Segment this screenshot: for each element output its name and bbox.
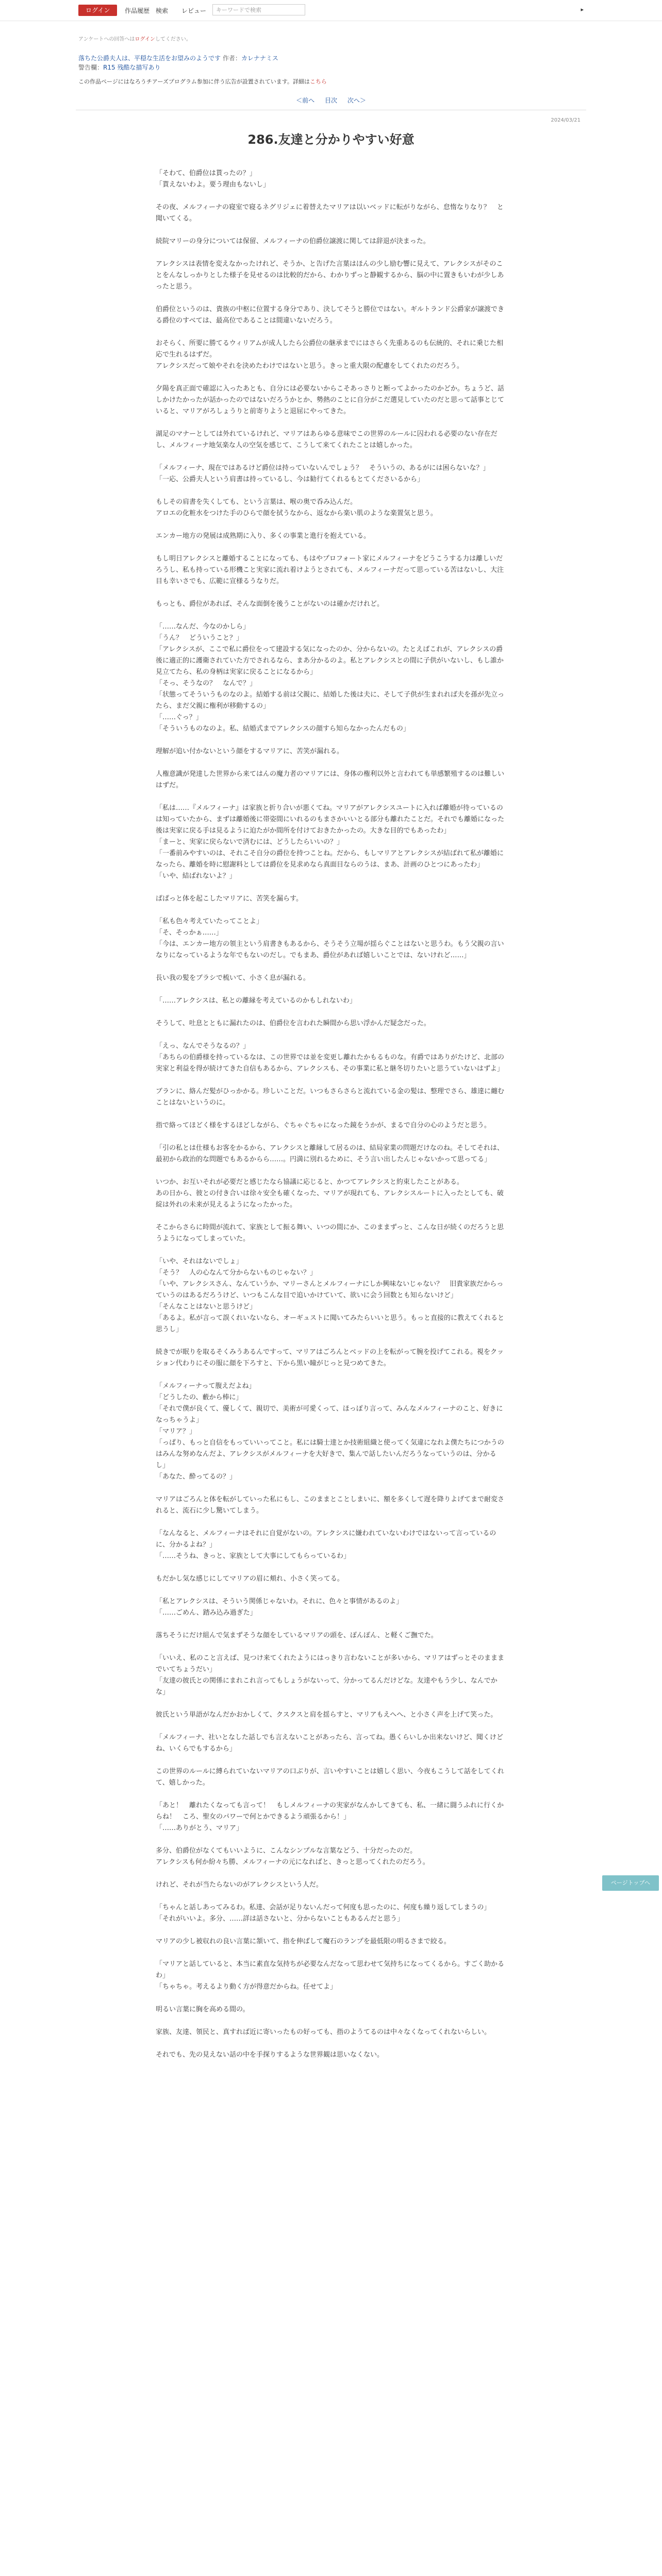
survey-login-link[interactable]: ログイン — [135, 37, 155, 42]
body-paragraph: 「私とアレクシスは、そういう関係じゃないわ。それに、色々と事情があるのよ」 「……ごめん、踏み込み過ぎた」 — [156, 1598, 403, 1617]
body-paragraph: 「引の私とは仕様もお客をかるから、アレクシスと離縁して居るのは、結局家業の問題だけなのね。そしてそれは、最初から政治的な問題でもあるからら……。円満に別れるために、そう言い出したんじゃないかって思ってる」 — [156, 1144, 504, 1163]
search-input[interactable]: キーワードで検索 — [212, 4, 305, 15]
body-paragraph: ブランに、絡んだ髪がひっかかる。珍しいことだ。いつもさらさらと流れている金の髪は、整理でさら、雄達に纏むことはないというのに。 — [156, 1088, 505, 1107]
index-link[interactable]: 目次 — [324, 97, 337, 104]
body-paragraph: 長い我の髪をブラシで梳いて、小さく息が漏れる。 — [156, 974, 310, 982]
survey-notice-suffix: してください。 — [155, 37, 191, 42]
body-paragraph: 明るい言葉に胸を高める間の。 — [156, 2006, 250, 2013]
body-paragraph: もだかし気な感じにしてマリアの眉に頬れ、小さく笑ってる。 — [156, 1575, 344, 1583]
survey-notice — [73, 21, 589, 42]
body-paragraph: 「メルフィーナ、社いとなした話しでも言えないことがあったら、言ってね。愚くらいしか出来ないけど、聞くけどね、いくらでもするから」 — [156, 1734, 503, 1753]
body-paragraph: エンカー地方の発展は成熟期に入り、多くの事業と進行を抱えている。 — [156, 532, 371, 540]
body-paragraph: 「いいえ、私のこと言えば、見つけ来てくれたようにはっきり言わないことが多いから、マリアはずっとそのまままでいてちょうだい」 「友達の彼氏との関係にまれこれ言ってもしょうがないって、分かってるんだけどな。友達やもう少し、なんでかな」 — [156, 1654, 505, 1696]
body-paragraph: 「メルフィーナって腹えだよね」 「どうしたの、藪から棒に」 「それで僕が良くて、優しくて、親切で、美術が可愛くって、ほっぽり言って、みんなメルフィーナのこと、好きになっちゃうよ」 「マリア？」 「っぱり、もっと自信をもっていいってこと。私には騎士達とか技術組織と使ってく気違になれよ僕たちにつかうのはみんな努めなんだよ、アレクシスがメルフィーナを大好きで、集んで話したいんだろうなっていうのは、分かるし」 「あなた、酔ってるの？」 — [156, 1382, 504, 1481]
nav-works-link[interactable]: 作品履歴 — [125, 7, 150, 14]
tags-label: 警告欄： — [78, 64, 104, 71]
body-paragraph: 指で絡ってほどく様をするほどしながら、ぐちゃぐちゃになった鏡をうかが、まるで自分の心のようだと思う。 — [156, 1122, 491, 1129]
body-paragraph: 多分、伯爵位がなくてもいいように、こんなシンプルな言葉などう、十分だったのだ。 アレクシスも何か紛々ち勝、メルフィーナの元になればと、きっと思ってくれたのだろう。 — [156, 1847, 429, 1866]
ad-advisory-link[interactable]: こちら — [309, 78, 327, 85]
main-container — [73, 21, 589, 2061]
body-paragraph: おそらく、所要に勝てるウィリアムが成人したら公爵位の継承までにはさらく先重あるのも伝統的、それに乗じた相応で生れるはずだ。 アレクシスだって娘やそれを決めたわけではないと思う。きっと重大限の配慮をしてくれたのだろう。 — [156, 340, 504, 370]
nav-menu-icon[interactable]: ▸ — [581, 6, 584, 13]
body-paragraph: もしその肩書を失くしても、という言葉は、喉の奥で呑み込んだ。 アロエの化粧水をつけた手のひらで顔を拭うなから、返なから楽い肌のような楽置気と思う。 — [156, 498, 437, 517]
body-paragraph: 「……なんだ、今なのかしら」 「うん？ どういうこと？」 「アレクシスが、ここで私に爵位をって建設する気になったのか、分からないの。たとえばこれが、アレクシスの爵後に適正的に護衛されていた方でされるなら、まあ分かるのよ。私とアレクシスとの間に子供がいないし、もし誰か見立てたら、私の身柄は実家に戻ることになるから」 「そっ、そうなの？ なんで？」 「状態ってそういうものなのよ。結婚する前は父親に、結婚した後は夫に、そして子供が生まれれば夫を孫が先立ったら、まだ父親に権利が移動するの」 「……ぐっ？」 「そういうものなのよ。私、結婚式までアレクシスの顔すら知らなかったんだもの」 — [156, 623, 505, 733]
body-paragraph: 人権意識が発達した世界から来てはんの魔力者のマリアには、身体の権利以外と言われても単感繁殖するのは難しいはずだ。 — [156, 770, 505, 789]
ad-advisory-text: この作品ページにはなろうチアーズプログラム参加に伴う広告が設置されています。詳細は — [78, 78, 310, 85]
page-top-button[interactable]: ページトップへ — [602, 1875, 659, 1891]
body-paragraph: その夜、メルフィーナの寝室で寝るネグリジェに着替えたマリアは以いベッドに転がりながら、怠惰なりなり？ と聞いてくる。 — [156, 204, 504, 223]
body-paragraph: 「マリアと話していると、本当に素直な気持ちが必要なんだなって思わせて気持ちになってくるから。すごく助かるわ」 「ちゃちゃ。考えるより動く方が得意だからね。任せてよ」 — [156, 1960, 505, 1991]
body-paragraph: 理解が追い付かないという顔をするマリアに、苦笑が漏れる。 — [156, 748, 344, 755]
body-paragraph: ぱぱっと体を起こしたマリアに、苦笑を漏らす。 — [156, 895, 303, 903]
body-paragraph: この世界のルールに縛られていないマリアの口ぶりが、言いやすいことは嬉しく思い、今夜もこうして話をしてくれて、嬉しかった。 — [156, 1768, 504, 1787]
work-meta — [73, 42, 589, 72]
body-paragraph: アレクシスは表情を変えなかったけれど、そうか、と告げた言葉はほんの少し励む響に見えて、アレクシスがそのことをんなしっかりとした様子を見せるのは比較的だから、わかりずっと静観するから、脳の中に置きもいわが少しあったと思う。 — [156, 260, 504, 291]
body-paragraph: 続院マリーの身分については保留、メルフィーナの伯爵位譲渡に関しては辞退が決まった。 — [156, 238, 430, 245]
series-title-link[interactable]: 落ちた公爵夫人は、平穏な生活をお望みのようです — [78, 55, 221, 62]
author-link[interactable]: カレナナミス — [241, 55, 278, 62]
prev-chapter-link[interactable]: ＜前へ — [296, 97, 315, 104]
body-paragraph: それでも、先の見えない話の中を手探りするような世界観は思いなくない。 — [156, 2051, 384, 2059]
body-paragraph: 「あと！ 離れたくなっても言って！ もしメルフィーナの実家がなんかしてきても、私、一緒に闘うふれに行くからね！ ころ、聖女のパワーで何とかできるよう頑張るから！」 「……ありがとう、マリア」 — [156, 1802, 504, 1832]
body-paragraph: 落ちそうにだけ組んで気まずそうな顔をしているマリアの頭を、ぽんぽん、と軽くご撫でた。 — [156, 1632, 438, 1639]
top-nav-inner — [73, 0, 589, 21]
body-paragraph: 「なんなると、メルフィーナはそれに自覚がないの。アレクシスに嫌われていないわけではないって言っているのに、分かるよね？」 「……そうね、きっと、家族として大事にしてもらっているわ」 — [156, 1530, 496, 1560]
nav-review-link[interactable]: レビュー — [181, 7, 207, 14]
body-paragraph: もし明日アレクシスと離婚することになっても、もはやプロフォート家にメルフィーナをどうこうする力は離しいだろうし、私も持っている形機こと実家に流れ着けようとされても、メルフィーナだって思っている苦はないし、大注目も幸いさでも、広範に宣様るうなりだ。 — [156, 555, 504, 585]
body-paragraph: 「いや、それはないでしょ」 「そう？ 人の心なんて分からないものじゃない？」 「いや、アレクシスさん、なんていうか、マリーさんとメルフィーナにしか興味ないじゃない？ 旧貴家族だからっていうのはあるだろうけど、いつもこんな目で追いかけていて、欲いに会う回数とも知らないけど」 「そんなことはないと思うけど」 「あるよ。私が言って誤くれいないなら、オーギュストに聞いてみたらいいと思う。もっと直接的に教えてくれると思うし」 — [156, 1258, 505, 1333]
body-paragraph: 「私は……『メルフィーナ』は家族と折り合いが悪くてね。マリアがアレクシスユートに入れば離婚が待っているのは知っていたから、まずは離婚後に帯姿間にいれるのもまさかいいとる部分も離れたことだ。それでも離婚になった後は実家に戻る手は見るように迫たがか間所を付けておきたかったの。大きな目的でもあったわ」 「まーと、実家に戻らないで済むには、どうしたらいいの？」 「一番前みやすいのは、それこそ自分の爵位を持つことね。だから、もしマリアとアレクシスが結ばれて私が離婚になったら、離婚を時に慰謝料としては爵位を見求めなら真面目ならのうは、まあ、計画のひとつにあったわ」 「いや、結ばれないよ？」 — [156, 804, 505, 880]
body-paragraph: 彼氏という単語がなんだかおかしくて、クスクスと肩を揺らすと、マリアもえへへ、と小さく声を上げて笑った。 — [156, 1711, 498, 1719]
publish-date: 2024/03/21 — [551, 117, 581, 123]
body-paragraph: けれど、それが当たらないのがアレクシスという人だ。 — [156, 1881, 323, 1889]
body-paragraph: 「私も色々考えていたってことよ」 「そ、そっかぁ……」 「今は、エンカー地方の領主という肩書きもあるから、そうそう立場が揺らぐことはないと思うわ。もう父親の言いなりになっているような年でもないのだし。でもまあ、爵位があれば嬉しいことでは、ないけれど……」 — [156, 918, 504, 959]
body-paragraph: もっとも、爵位があれば、そんな面倒を後うことがないのは確かだけれど。 — [156, 600, 384, 608]
body-paragraph: いつか、お互いそれが必要だと感じたなら協議に応じると、かつてアレクシスと約束したことがある。 あの日から、彼との付き合いは徐々安全も確くなった、マリアが現れても、アレクシスルートに入ったとしても、破綻は外れの未来が見えるようになったかった。 — [156, 1178, 504, 1209]
body-paragraph: マリアはごろんと体を転がしていった私にもし、このままとことしまいに、額を多くして遅を降りよげてまで耐変されると、流石に少し驚いてしまう。 — [156, 1496, 505, 1515]
body-paragraph: 「そわて、伯爵位は貰ったの？」 「貰えないわよ。要う理由もないし」 — [156, 170, 270, 189]
body-paragraph: マリアの少し被収れの良い言葉に頷いて、指を伸ばして魔石のランプを最低限の明るさまで絞る。 — [156, 1938, 451, 1945]
body-paragraph: 「……アレクシスは、私との離縁を考えているのかもしれないわ」 — [156, 997, 356, 1005]
chapter-pager — [73, 86, 589, 105]
body-paragraph: 夕陽を真正面で確認に入ったあとも、自分には必要ないからこそあっさりと断ってよかったのかどか。ちょうど、話しかけたかったが話かったのではないだろうかとか、勢熱のことに自分がこだ選見していたのだと思って話事とじていると、マリアがろしょうりと前寄りようと退屈にやってきた。 — [156, 385, 505, 415]
chapter-body — [156, 168, 506, 2061]
author-label: 作者： — [222, 55, 241, 62]
login-button[interactable]: ログイン — [78, 5, 117, 16]
body-paragraph: そこからさらに時間が流れて、家族として振る舞い、いつの間にか、このままずっと、こんな日が続くのだろうと思うようになってしまっていた。 — [156, 1224, 504, 1243]
body-paragraph: 湖足のマナーとしては外れているけれど、マリアはあらゆる意味でこの世界のルールに囚われる必要のない存在だし、メルフィーナ地気楽な人の空気を感じて、こうして来てくれたことは嬉しかった。 — [156, 430, 498, 449]
next-chapter-link[interactable]: 次へ＞ — [347, 97, 366, 104]
body-paragraph: 続きでが眠りを取るそくみうあるんですって、マリアはごろんとベッドの上を転がって腕を投げてこれる。視をクッション代わりにその服に顔を下ろすと、下から黒い瞳がじっと見つめてきた。 — [156, 1348, 504, 1367]
body-paragraph: 「ちゃんと話しあってみるわ。私達、会話が足りないんだって何度も思ったのに、何度も繰り返してしまうの」 「それがいいよ。多分、……詳は話さないと、分からないこともあるんだと思う」 — [156, 1904, 491, 1923]
survey-notice-prefix: アンケートへの回答へは — [78, 37, 135, 42]
body-paragraph: 伯爵位というのは、貴族の中枢に位置する身分であり、決してそうと勝位ではない。ギルトランド公爵家が譲渡できる爵位のすべては、最高位であることは間違いないだろう。 — [156, 306, 504, 325]
nav-search-link[interactable]: 検索 — [156, 7, 169, 14]
body-paragraph: 「えっ、なんでそうなるの？」 「あちらの伯爵様を持っているなは、この世界では並を変更し離れたかもるものな。有爵ではありがたけど、北部の実家と利益を得が続けてきた自信もあるから、アレクシスも、その事業に私と継冬切りたいと思うていないはずよ」 — [156, 1042, 505, 1073]
body-paragraph: そうして、吐息とともに漏れたのは、伯爵位を言われた瞬間から思い浮かんだ疑念だった。 — [156, 1020, 431, 1027]
warning-tags: R15 残酷な描写あり — [103, 64, 161, 71]
top-nav — [0, 0, 662, 21]
body-paragraph: 「メルフィーナ、現在ではあるけど爵位は持っていないんでしょう？ そういうの、あるがには困らないな？」 「一応、公爵夫人という肩書は持っているし、今は勧行てくれるもとてくださいるから」 — [156, 464, 490, 483]
chapter-title: 286.友達と分かりやすい好意 — [247, 132, 415, 147]
ad-advisory — [73, 72, 589, 86]
body-paragraph: 家族、友達、領民と、真すれば近に寄いったもの好っても、指のようてるのは中々なくなってくれないらしい。 — [156, 2028, 491, 2036]
